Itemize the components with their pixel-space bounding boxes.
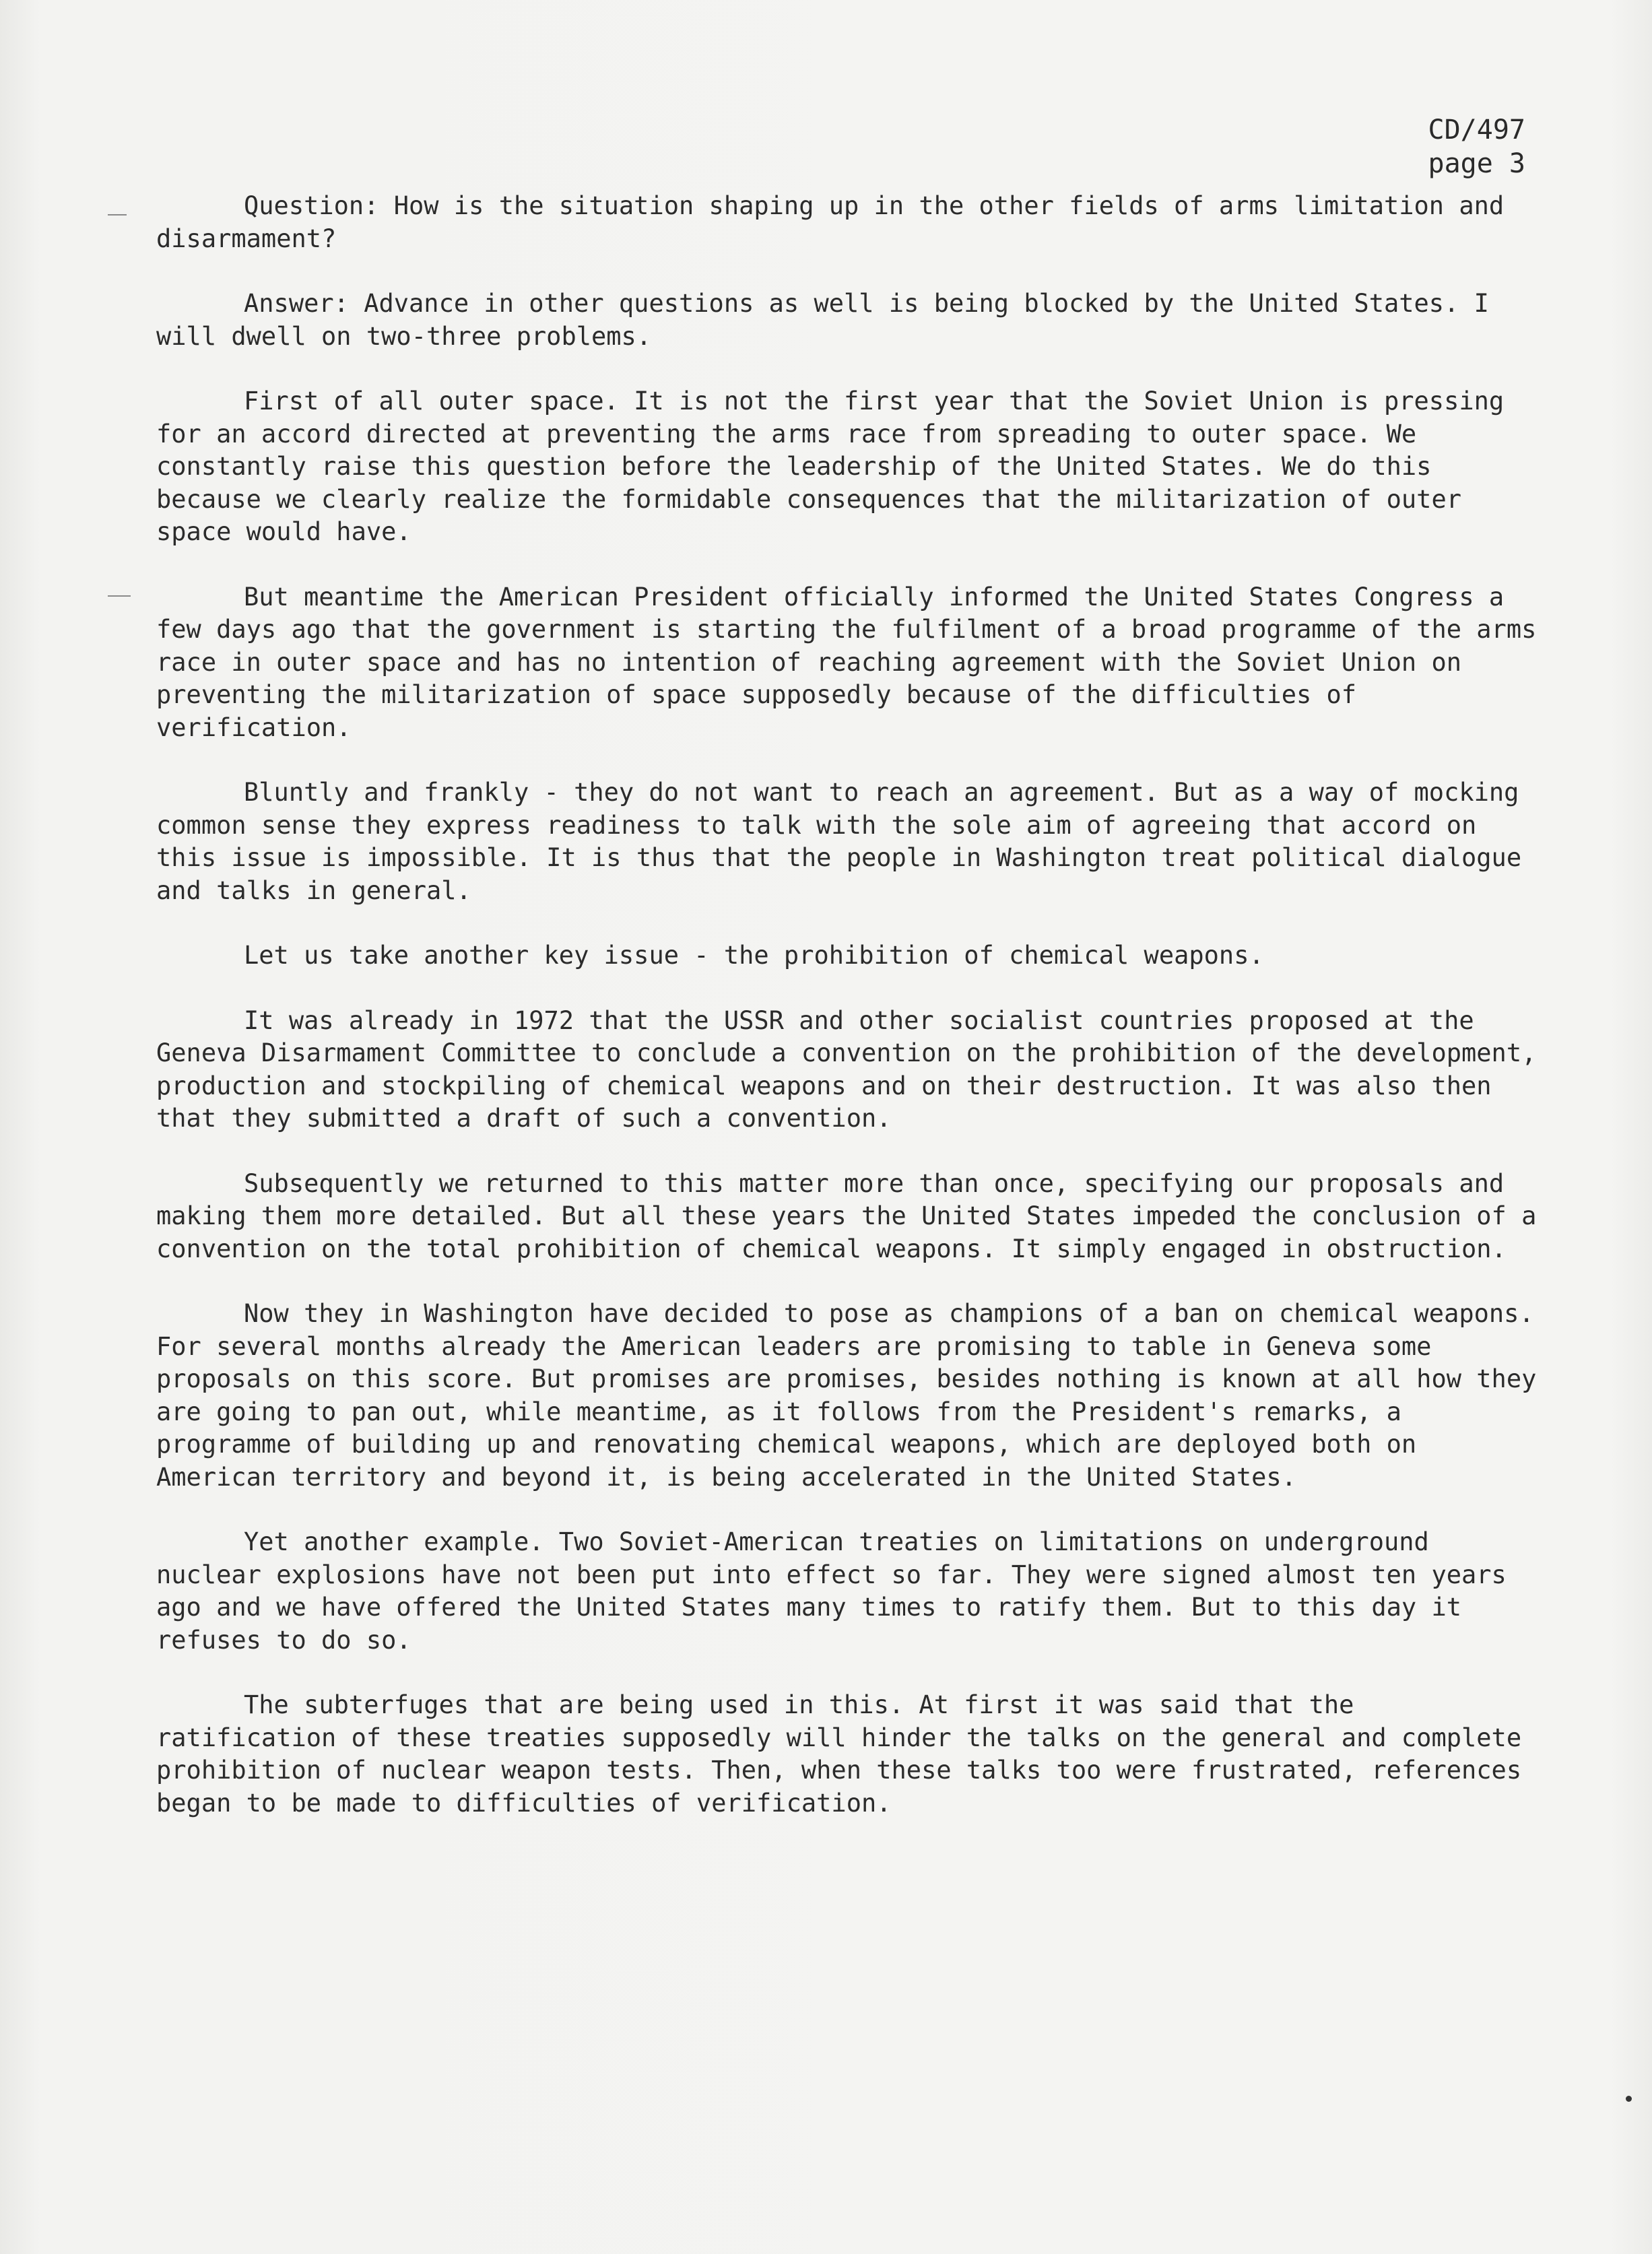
paragraph-president-congress: But meantime the American President officially informed the United States Congress a few days ago that the government is starting the fulfilment of a broad programme of the arms race in outer space and has no intention of reaching agreement with the Soviet Union on preventing the militarization of space supposedly because of the difficulties of verification. (156, 582, 1537, 742)
paragraph-answer: Answer: Advance in other questions as well is being blocked by the United States. I will dwell on two-three problems. (156, 289, 1489, 351)
paragraph-treaties-example: Yet another example. Two Soviet-American treaties on limitations on underground nuclear explosions have not been put into effect so far. They were signed almost ten years ago and we have offered the United States many times to ratify them. But to this day it refuses to do so. (156, 1527, 1507, 1655)
document-symbol: CD/497 (1428, 114, 1525, 145)
paragraph-bluntly: Bluntly and frankly - they do not want to reach an agreement. But as a way of mocking common sense they express readiness to talk with the sole aim of agreeing that accord on this issue is impossible. It is thus that the people in Washington treat political dialogue and talks in general. (156, 778, 1522, 905)
paragraph-chemical-issue: Let us take another key issue - the prohibition of chemical weapons. (244, 941, 1264, 970)
paragraph-subterfuges: The subterfuges that are being used in this. At first it was said that the ratification of these treaties supposedly will hinder the talks on the general and complete prohibition of nuclear weapon tests. Then, when these talks too were frustrated, references began to be made to difficulties of verification. (156, 1690, 1522, 1818)
page-number: page 3 (1428, 148, 1525, 179)
paragraph-subsequently: Subsequently we returned to this matter more than once, specifying our proposals and making them more detailed. But all these years the United States impeded the conclusion of a convention on the total prohibition of chemical weapons. It simply engaged in obstruction. (156, 1168, 1537, 1263)
ink-speck (1626, 2096, 1632, 2102)
margin-mark-top (108, 214, 127, 216)
document-body (156, 190, 1544, 1852)
paragraph-1972-proposal: It was already in 1972 that the USSR and other socialist countries proposed at the Geneva Disarmament Committee to conclude a convention on the prohibition of the development, production and stockpiling of chemical weapons and on their destruction. It was also then that they submitted a draft of such a convention. (156, 1005, 1537, 1133)
paragraph-washington-champions: Now they in Washington have decided to pose as champions of a ban on chemical weapons. For several months already the American leaders are promising to table in Geneva some proposals on this score. But promises are promises, besides nothing is known at all how they are going to pan out, while meantime, as it follows from the President's remarks, a programme of building up and renovating chemical weapons, which are deployed both on American territory and beyond it, is being accelerated in the United States. (156, 1299, 1537, 1492)
paragraph-question: Question: How is the situation shaping up in the other fields of arms limitation and disarmament? (156, 191, 1505, 253)
margin-mark-middle (108, 595, 131, 597)
document-reference (1428, 113, 1526, 180)
paragraph-outer-space: First of all outer space. It is not the first year that the Soviet Union is pressing for an accord directed at preventing the arms race from spreading to outer space. We constantly raise this question before the leadership of the United States. We do this because we clearly realize the formidable consequences that the militarization of outer space would have. (156, 387, 1505, 546)
